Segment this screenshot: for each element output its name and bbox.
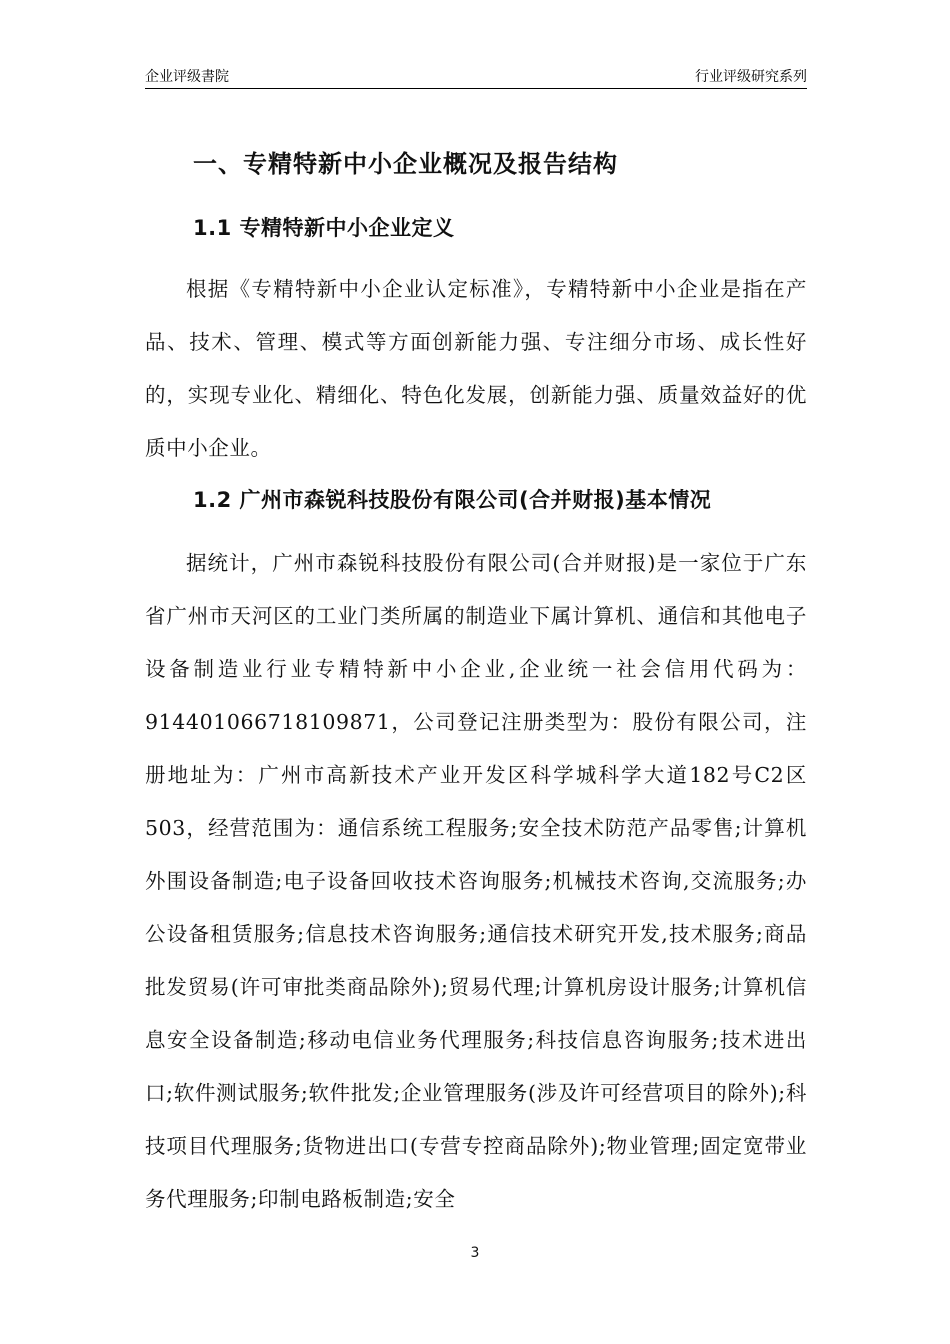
header-right-text: 行业评级研究系列 [695, 69, 807, 85]
page-header [145, 62, 807, 89]
subsection-title-definition: 1.1 专精特新中小企业定义 [193, 216, 455, 240]
definition-paragraph: 根据《专精特新中小企业认定标准》，专精特新中小企业是指在产品、技术、管理、模式等方面创新能力强、专注细分市场、成长性好的，实现专业化、精细化、特色化发展，创新能力强、质量效益好的优质中小企业。 [145, 277, 807, 460]
section-title: 一、专精特新中小企业概况及报告结构 [193, 150, 618, 178]
page-number: 3 [470, 1245, 480, 1261]
subsection-title-company: 1.2 广州市森锐科技股份有限公司(合并财报)基本情况 [193, 488, 712, 512]
company-paragraph: 据统计，广州市森锐科技股份有限公司(合并财报)是一家位于广东省广州市天河区的工业门类所属的制造业下属计算机、通信和其他电子设备制造业行业专精特新中小企业,企业统一社会信用代码为：914401066718109871，公司登记注册类型为：股份有限公司，注册地址为：广州市高新技术产业开发区科学城科学大道182号C2区503，经营范围为：通信系统工程服务;安全技术防范产品零售;计算机外围设备制造;电子设备回收技术咨询服务;机械技术咨询,交流服务;办公设备租赁服务;信息技术咨询服务;通信技术研究开发,技术服务;商品批发贸易(许可审批类商品除外);贸易代理;计算机房设计服务;计算机信息安全设备制造;移动电信业务代理服务;科技信息咨询服务;技术进出口;软件测试服务;软件批发;企业管理服务(涉及许可经营项目的除外);科技项目代理服务;货物进出口(专营专控商品除外);物业管理;固定宽带业务代理服务;印制电路板制造;安全 [145, 551, 807, 1211]
header-left-text: 企业评级書院 [145, 69, 229, 85]
